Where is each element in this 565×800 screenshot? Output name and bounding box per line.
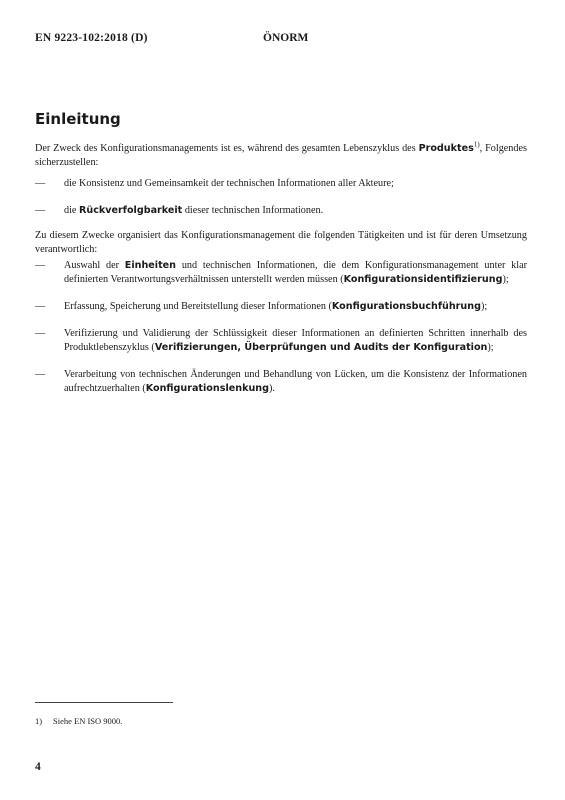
list-item-bold-term: Konfigurationsidentifizierung — [343, 274, 503, 285]
goals-list — [35, 177, 527, 231]
list-item — [35, 368, 527, 396]
list-item — [35, 300, 527, 314]
list-item-bold-term: Verifizierungen, Überprüfungen und Audits der Konfiguration — [154, 342, 488, 353]
list-item-text: die Konsistenz und Gemeinsamkeit der technischen Informationen aller Akteure; — [64, 178, 394, 189]
footnote — [35, 716, 122, 726]
list-item — [35, 204, 527, 218]
dash-marker: — — [35, 369, 46, 380]
publisher-mark: ÖNORM — [263, 32, 309, 44]
footnote-number: 1) — [35, 716, 43, 726]
list-item-bold-term: Rückverfolgbarkeit — [79, 205, 183, 216]
page-number: 4 — [35, 761, 41, 773]
dash-marker: — — [35, 178, 46, 189]
list-item-text: ); — [480, 301, 488, 312]
document-id: EN 9223-102:2018 (D) — [35, 32, 148, 44]
list-item-text: ); — [487, 342, 494, 353]
list-item-bold-term: Konfigurationslenkung — [145, 383, 269, 394]
footnote-divider — [35, 702, 173, 703]
list-item-text: ). — [268, 383, 275, 394]
list-item — [35, 327, 527, 355]
activities-intro-paragraph: Zu diesem Zwecke organisiert das Konfigurationsmanagement die folgenden Tätigkeiten und ist für deren Umsetzung verantwortlich: — [35, 230, 527, 255]
dash-marker: — — [35, 260, 46, 271]
list-item-text: dieser technischen Informationen. — [182, 205, 324, 216]
list-item-text: die — [64, 205, 79, 216]
intro-text-1: Der Zweck des Konfigurationsmanagements ist es, während des gesamten Lebenszyklus des — [35, 143, 419, 154]
list-item — [35, 259, 527, 287]
list-item — [35, 177, 527, 191]
list-item-text: und technischen Informationen, die dem Konfigurationsmanagement unter klar definierten Verantwortungsverhältnissen unterstellt werden müssen ( — [64, 260, 527, 285]
dash-marker: — — [35, 328, 46, 339]
intro-paragraph — [35, 142, 527, 170]
list-item-text: Verarbeitung von technischen Änderungen und Behandlung von Lücken, um die Konsistenz der Informationen aufrechtzuerhalten ( — [64, 369, 527, 394]
section-heading: Einleitung — [35, 110, 121, 128]
list-item-text: Verifizierung und Validierung der Schlüssigkeit dieser Informationen an definierten Schritten innerhalb des Produktlebenszyklus ( — [64, 328, 527, 353]
dash-marker: — — [35, 301, 46, 312]
footnote-reference[interactable]: 1) — [473, 140, 480, 149]
intro-bold-term: Produktes — [418, 143, 474, 154]
dash-marker: — — [35, 205, 46, 216]
activities-list — [35, 259, 527, 409]
list-item-bold-term: Konfigurationsbuchführung — [331, 301, 481, 312]
intro-text-2: , Folgendes sicherzustellen: — [35, 143, 527, 168]
footnote-text: Siehe EN ISO 9000. — [53, 716, 123, 726]
list-item-text: Auswahl der — [64, 260, 125, 271]
list-item-text: ); — [502, 274, 509, 285]
list-item-text: Erfassung, Speicherung und Bereitstellung dieser Informationen ( — [64, 301, 332, 312]
list-item-bold-term: Einheiten — [124, 260, 177, 271]
